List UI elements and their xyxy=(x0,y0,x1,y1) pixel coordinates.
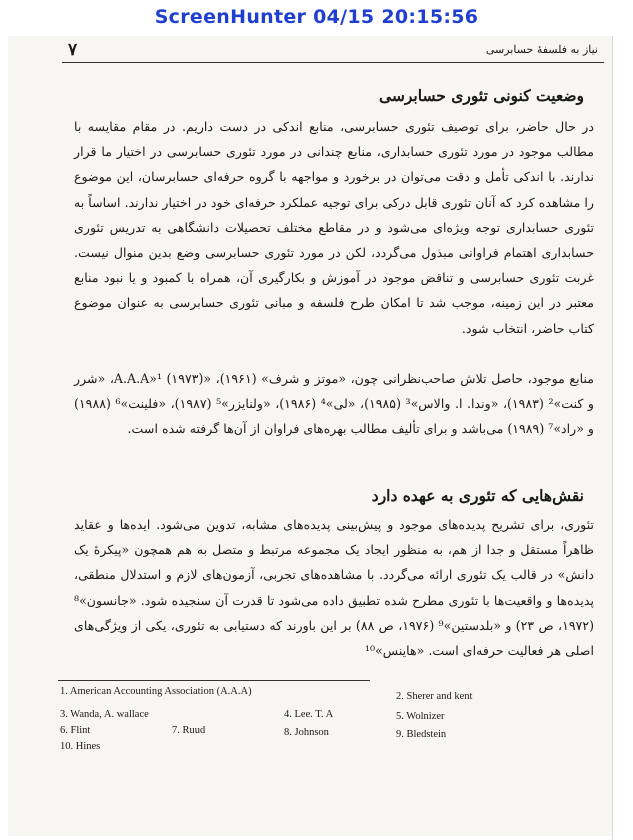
footnote-3: 3. Wanda, A. wallace xyxy=(60,709,149,720)
footnote-7: 7. Ruud xyxy=(172,725,206,736)
footnote-8: 8. Johnson xyxy=(284,727,329,738)
footnote-9: 9. Bledstein xyxy=(396,729,447,740)
footnote-6: 6. Flint xyxy=(60,725,91,736)
body-paragraph-1 xyxy=(74,114,594,366)
running-head: نیاز به فلسفهٔ حسابرسی xyxy=(485,43,598,56)
section-title-roles-of-theory: نقش‌هایی که تئوری به عهده دارد xyxy=(371,486,584,505)
body-paragraph-2 xyxy=(74,366,594,466)
paragraph-text: منابع موجود، حاصل تلاش صاحب‌نظرانی چون، «موتز و شرف» (۱۹۶۱)، «A.A.A»¹ (۱۹۷۳)، «شرر و کنت»² (۱۹۸۳)، «وندا. ا. والاس»³ (۱۹۸۵)، «لی»⁴ (۱۹۸۶)، «ولنایزر»⁵ (۱۹۸۷)، «فلینت»⁶ (۱۹۸۸) و «راد»⁷ (۱۹۸۹) می‌باشد و برای تألیف مطالب بهره‌های فراوان از آن‌ها گرفته شده است. xyxy=(74,371,595,437)
paragraph-text: در حال حاضر، برای توصیف تئوری حسابرسی، منابع اندکی در دست داریم. در مقام مقایسه با مطالب موجود در مورد تئوری حسابداری، منابع چندانی در مورد تئوری حسابرسی در اختیار ما قرار ندارند. با اندکی تأمل و دقت می‌توان در برخورد و مواجهه با گروه حرفه‌ای حسابرسان، این موضوع را مشاهده کرد که آنان تئوری قابل درکی برای توجیه عملکرد حرفه‌ای خود در اختیار ندارند. اساساً به تئوری حسابداری توجه ویژه‌ای می‌شود و در مقاطع مختلف تحصیلات دانشگاهی به تدریس تئوری حسابداری اهتمام فراوانی مبذول می‌گردد، لکن در مورد تئوری حسابرسی وضع بدین منوال نیست. غربت تئوری حسابرسی و تناقض موجود در آموزش و بکارگیری آن، همراه با کمبود و یا نبود منابع معتبر در این زمینه، موجب شد تا امکان طرح فلسفه و مبانی تئوری حسابرسی به عنوان موضوع کتاب حاضر، انتخاب شود. xyxy=(74,119,594,336)
paragraph-text: تئوری، برای تشریح پدیده‌های موجود و پیش‌بینی پدیده‌های مشابه، تدوین می‌شود. ایده‌ها و عقاید ظاهراً مستقل و جدا از هم، به منظور ایجاد یک مجموعه مرتبط و متصل به هم همچون «پیکرهٔ یک دانش» در قالب یک تئوری ارائه می‌گردد. با مشاهده‌های تجربی، آزمون‌های لازم و استدلال منطقی، پدیده‌ها و واقعیت‌ها با تئوری مطرح شده تطبیق داده می‌شود تا قدرت آن سنجیده شود. «جانسون»⁸ (۱۹۷۲، ص ۲۳) و «بلدستین»⁹ (۱۹۷۶، ص ۸۸) بر این باورند که دستیابی به تئوری، یکی از ویژگی‌های اصلی هر فعالیت حرفه‌ای است. «هاینس»¹⁰ xyxy=(74,517,595,659)
book-page xyxy=(8,36,612,836)
body-paragraph-3 xyxy=(74,512,594,672)
section-title-current-state: وضعیت کنونی تئوری حسابرسی xyxy=(378,86,584,105)
footnote-1: 1. American Accounting Association (A.A.A) xyxy=(60,686,252,697)
page-number: ۷ xyxy=(68,40,78,60)
footnote-4: 4. Lee. T. A xyxy=(284,709,334,720)
scan-margin xyxy=(612,36,633,840)
page-header xyxy=(62,40,604,63)
footnote-2: 2. Sherer and kent xyxy=(396,691,473,702)
footnote-10: 10. Hines xyxy=(60,741,101,752)
screenhunter-watermark: ScreenHunter 04/15 20:15:56 xyxy=(154,6,479,28)
footnote-5: 5. Wolnizer xyxy=(396,711,445,722)
footnote-divider xyxy=(58,680,370,681)
